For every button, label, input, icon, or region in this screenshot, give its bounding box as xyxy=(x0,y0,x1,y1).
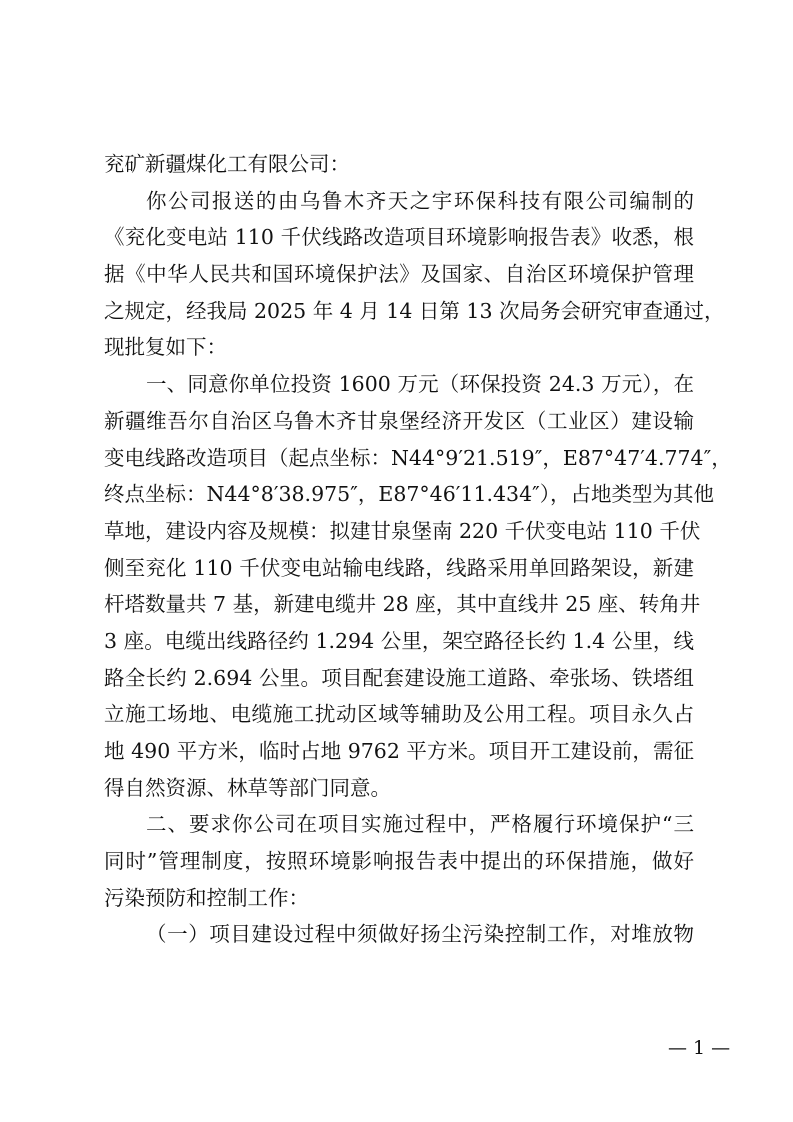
paragraph-line: 草地，建设内容及规模：拟建甘泉堡南 220 千伏变电站 110 千伏 xyxy=(104,518,701,543)
paragraph-line: 现批复如下： xyxy=(104,335,227,360)
paragraph-line: 3 座。电缆出线路径约 1.294 公里，架空路径长约 1.4 公里，线 xyxy=(104,628,694,653)
paragraph-line: 侧至兖化 110 千伏变电站输电线路，线路采用单回路架设，新建 xyxy=(104,555,694,580)
paragraph-line: 路全长约 2.694 公里。项目配套建设施工道路、牵张场、铁塔组 xyxy=(104,665,694,690)
paragraph-line: 《兖化变电站 110 千伏线路改造项目环境影响报告表》收悉，根 xyxy=(104,225,694,250)
paragraph-line: 同时”管理制度，按照环境影响报告表中提出的环保措施，做好 xyxy=(104,849,694,874)
paragraph-line: 变电线路改造项目（起点坐标：N44°9′21.519″，E87°47′4.774″， xyxy=(104,445,732,470)
paragraph-line: 之规定，经我局 2025 年 4 月 14 日第 13 次局务会研究审查通过， xyxy=(104,298,725,323)
paragraph-line: 立施工场地、电缆施工扰动区域等辅助及公用工程。项目永久占 xyxy=(104,702,694,727)
paragraph-line: （一）项目建设过程中须做好扬尘污染控制工作，对堆放物 xyxy=(146,922,694,947)
paragraph-line: 你公司报送的由乌鲁木齐天之宇环保科技有限公司编制的 xyxy=(146,188,694,213)
paragraph-line: 污染预防和控制工作： xyxy=(104,885,309,910)
paragraph-line: 终点坐标：N44°8′38.975″，E87°46′11.434″），占地类型为其他 xyxy=(104,482,715,507)
page-number: — 1 — xyxy=(668,1037,731,1059)
paragraph-line: 二、要求你公司在项目实施过程中，严格履行环境保护“三 xyxy=(146,812,694,837)
paragraph-line: 杆塔数量共 7 基，新建电缆井 28 座，其中直线井 25 座、转角井 xyxy=(104,592,701,617)
paragraph-line: 地 490 平方米，临时占地 9762 平方米。项目开工建设前，需征 xyxy=(104,739,694,763)
paragraph-line: 得自然资源、林草等部门同意。 xyxy=(104,775,391,800)
paragraph-line: 一、同意你单位投资 1600 万元（环保投资 24.3 万元），在 xyxy=(146,372,694,397)
paragraph-line: 据《中华人民共和国环境保护法》及国家、自治区环境保护管理 xyxy=(104,262,694,287)
document-body xyxy=(104,146,732,953)
paragraph-line: 新疆维吾尔自治区乌鲁木齐甘泉堡经济开发区（工业区）建设输 xyxy=(104,408,694,433)
addressee: 兖矿新疆煤化工有限公司： xyxy=(104,152,350,176)
